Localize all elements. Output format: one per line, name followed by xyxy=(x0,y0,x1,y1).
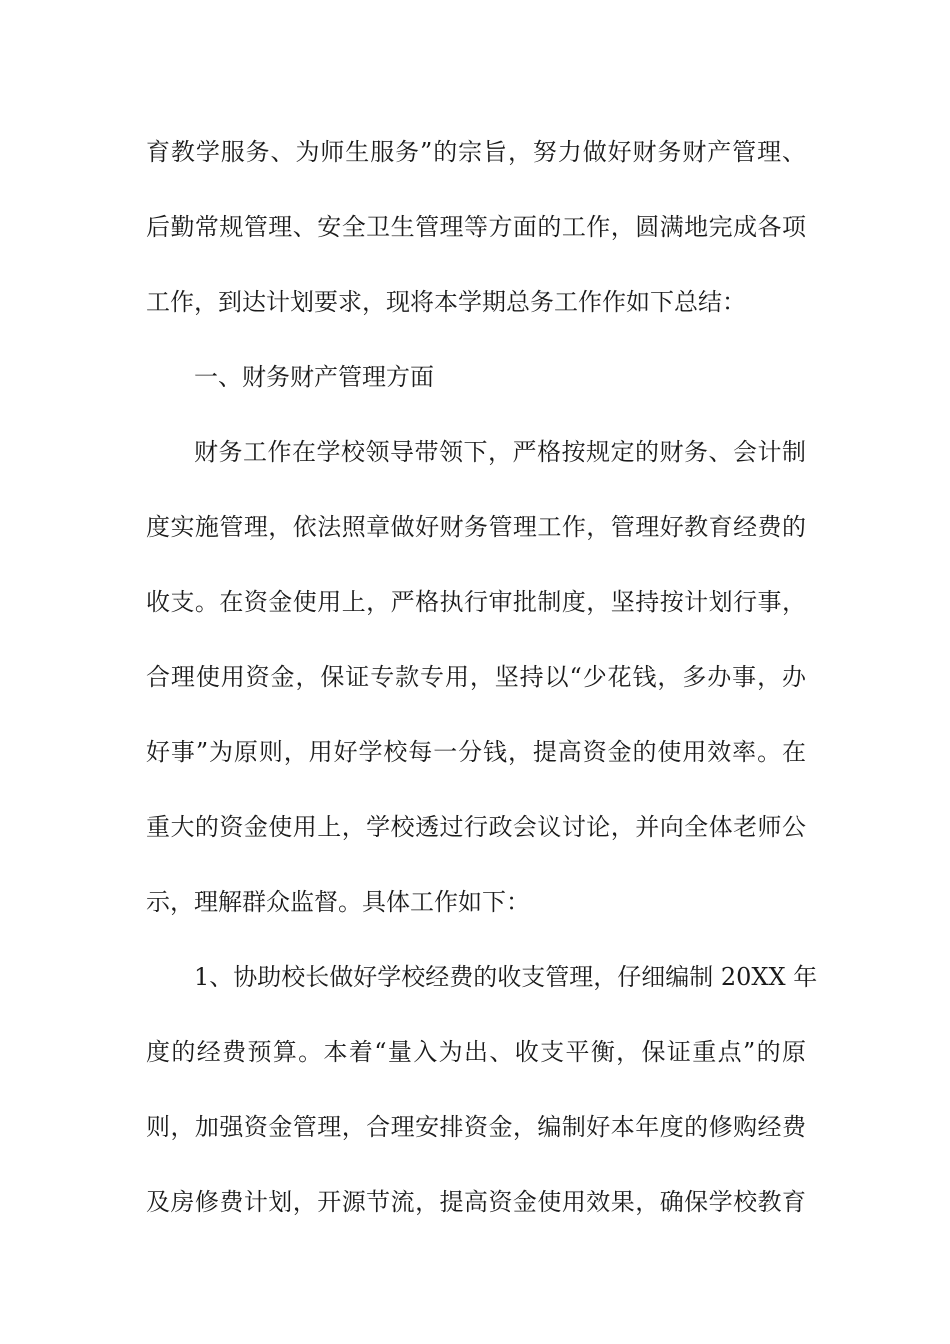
body-text-line: 示，理解群众监督。具体工作如下： xyxy=(146,888,530,916)
body-text-line: 度实施管理，依法照章做好财务管理工作，管理好教育经费的 xyxy=(146,513,806,541)
body-text-line: 及房修费计划，开源节流，提高资金使用效果，确保学校教育 xyxy=(146,1188,806,1216)
body-text-line: 育教学服务、为师生服务”的宗旨，努力做好财务财产管理、 xyxy=(146,138,806,166)
body-text-line: 好事”为原则，用好学校每一分钱，提高资金的使用效率。在 xyxy=(146,738,806,766)
section-heading: 一、财务财产管理方面 xyxy=(194,363,434,391)
body-text-line: 度的经费预算。本着“量入为出、收支平衡，保证重点”的原 xyxy=(146,1038,806,1066)
body-text-line: 合理使用资金，保证专款专用，坚持以“少花钱，多办事，办 xyxy=(146,663,806,691)
body-text-line: 收支。在资金使用上，严格执行审批制度，坚持按计划行事， xyxy=(146,588,806,616)
body-text-line: 则，加强资金管理，合理安排资金，编制好本年度的修购经费 xyxy=(146,1113,806,1141)
body-text-line: 重大的资金使用上，学校透过行政会议讨论，并向全体老师公 xyxy=(146,813,806,841)
body-text-line: 财务工作在学校领导带领下，严格按规定的财务、会计制 xyxy=(194,438,806,466)
body-text-line: 工作，到达计划要求，现将本学期总务工作作如下总结： xyxy=(146,288,746,316)
body-text-line: 后勤常规管理、安全卫生管理等方面的工作，圆满地完成各项 xyxy=(146,213,806,241)
body-text-line: 1、协助校长做好学校经费的收支管理，仔细编制 20XX 年 xyxy=(194,963,818,991)
